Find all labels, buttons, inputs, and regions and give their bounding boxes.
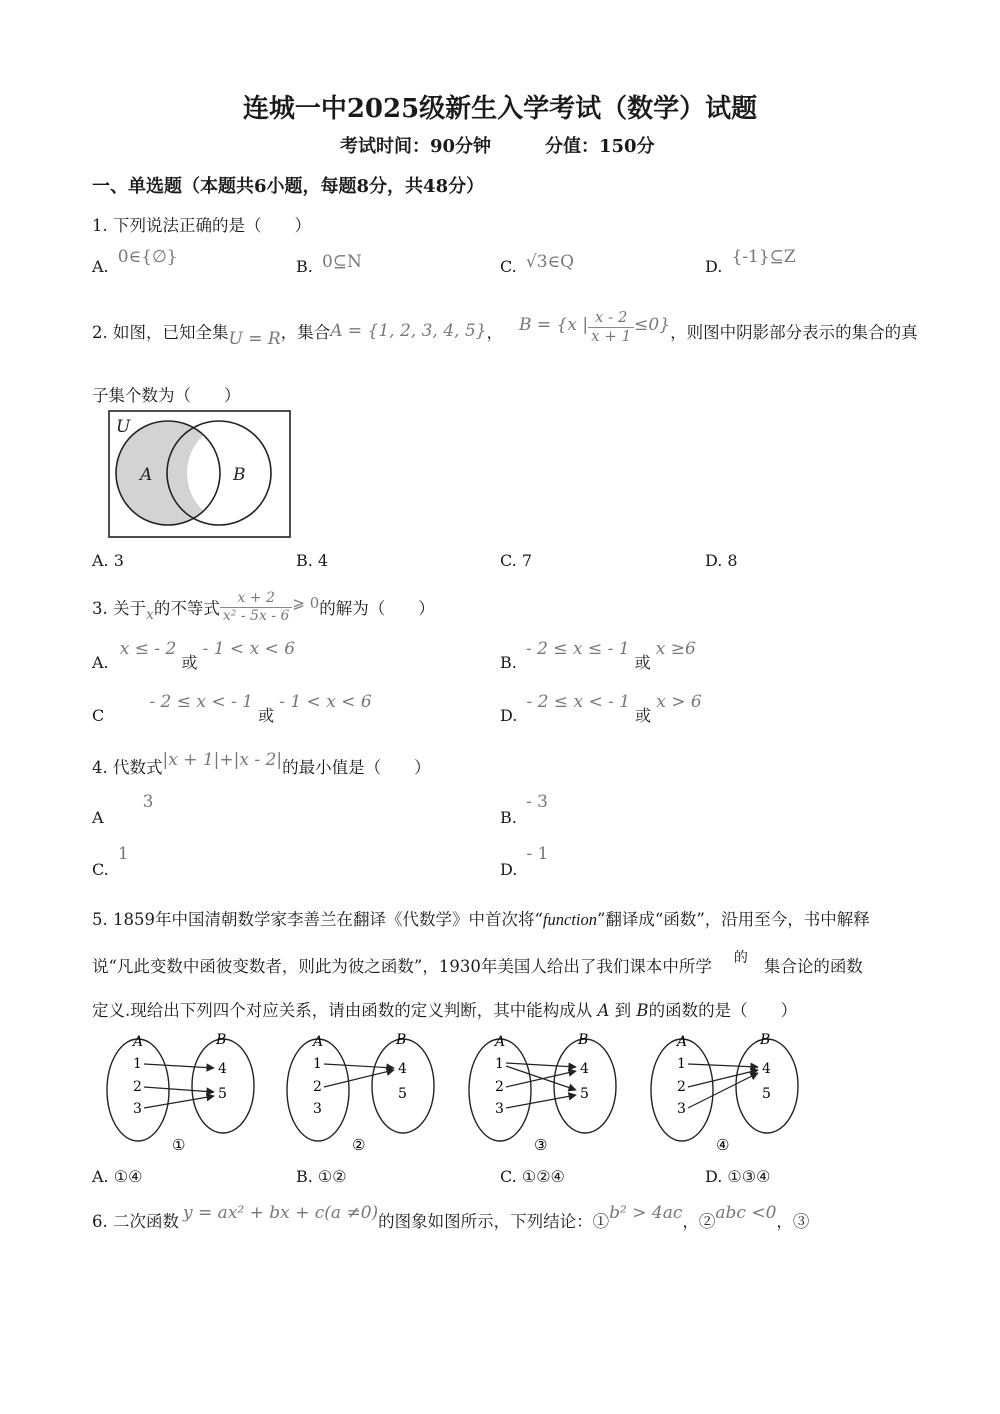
arrow bbox=[144, 1096, 214, 1108]
set-b-label: B bbox=[760, 1032, 771, 1048]
option-label: B. bbox=[296, 257, 313, 276]
option-math: {-1}⊆Z bbox=[731, 247, 796, 267]
set-b-label: B bbox=[578, 1032, 589, 1048]
diagram-caption: ② bbox=[352, 1136, 366, 1154]
q4-expression: |x + 1|+|x - 2| bbox=[162, 750, 283, 770]
q5-de: 的 bbox=[733, 950, 748, 966]
arrow bbox=[324, 1064, 394, 1068]
q6-conclusion-1: b² > 4ac bbox=[609, 1203, 683, 1223]
a-item: 3 bbox=[677, 1101, 686, 1117]
q4-stem bbox=[92, 748, 431, 784]
option-label: A. bbox=[92, 653, 109, 672]
q1-option-c bbox=[500, 252, 575, 277]
b-item: 4 bbox=[762, 1061, 771, 1077]
a-item: 2 bbox=[133, 1079, 142, 1095]
q5-option-b: B. ①② bbox=[296, 1167, 347, 1186]
q5-line1 bbox=[92, 906, 870, 930]
q3-text-2: 的不等式 bbox=[153, 599, 220, 618]
b-item: 5 bbox=[762, 1086, 771, 1102]
q2-text-2: ，集合 bbox=[280, 323, 331, 342]
option-or: 或 bbox=[635, 706, 652, 725]
b-item: 4 bbox=[580, 1061, 589, 1077]
q4-option-a bbox=[92, 792, 154, 828]
q2-option-b: B. 4 bbox=[296, 551, 329, 570]
q2-text-1: 2. 如图，已知全集 bbox=[92, 323, 229, 342]
a-item: 1 bbox=[313, 1056, 322, 1072]
section-heading: 一、单选题（本题共6小题，每题8分，共48分） bbox=[92, 176, 485, 197]
function-word: function bbox=[542, 910, 597, 929]
diagram-caption: ④ bbox=[716, 1136, 730, 1154]
option-label: C bbox=[92, 706, 105, 725]
a-item: 3 bbox=[313, 1101, 322, 1117]
q3-inequality: ⩾ 0 bbox=[292, 594, 320, 612]
q3-option-d bbox=[500, 692, 702, 726]
b-item: 4 bbox=[398, 1061, 407, 1077]
option-math: 0⊆N bbox=[321, 252, 362, 272]
option-label: D. bbox=[500, 860, 518, 879]
q6-sep-2: ，③ bbox=[776, 1212, 810, 1231]
diagram-caption: ① bbox=[172, 1136, 186, 1154]
q2-option-c: C. 7 bbox=[500, 551, 533, 570]
b-item: 4 bbox=[218, 1061, 227, 1077]
var-x: x bbox=[146, 607, 154, 623]
q6-stem bbox=[92, 1200, 809, 1240]
mapping-diagram-4 bbox=[651, 1032, 798, 1154]
set-a-label: A bbox=[313, 1034, 324, 1050]
b-item: 5 bbox=[398, 1086, 407, 1102]
q6-text-2: 的图象如图所示，下列结论：① bbox=[378, 1212, 610, 1231]
arrow bbox=[688, 1064, 758, 1067]
mapping-diagram-1 bbox=[107, 1032, 254, 1154]
diagram-caption: ③ bbox=[534, 1136, 548, 1154]
arrow bbox=[506, 1095, 576, 1108]
option-label: A bbox=[92, 808, 104, 827]
arrow bbox=[506, 1063, 576, 1067]
venn-a-label: A bbox=[140, 465, 153, 485]
q2-stem bbox=[92, 306, 918, 356]
q2-text-3: ，则图中阴影部分表示的集合的真 bbox=[670, 323, 918, 342]
q5-text-1b: ”翻译成“函数”，沿用至今，书中解释 bbox=[597, 910, 870, 929]
arrow bbox=[506, 1071, 576, 1087]
a-item: 2 bbox=[677, 1079, 686, 1095]
q5-text-end: 的函数的是（ ） bbox=[648, 1001, 798, 1020]
option-or: 或 bbox=[258, 706, 275, 725]
q4-text-2: 的最小值是（ ） bbox=[282, 758, 431, 777]
option-math-2: - 1 < x < 6 bbox=[279, 692, 372, 712]
option-label: A. bbox=[92, 257, 109, 276]
q5-option-d: D. ①③④ bbox=[705, 1167, 771, 1186]
option-math: 0∈{∅} bbox=[117, 247, 178, 267]
set-b-prefix: B = {x | bbox=[518, 315, 589, 335]
q3-option-a bbox=[92, 639, 296, 673]
q1-option-d bbox=[705, 247, 796, 277]
b-item: 5 bbox=[218, 1086, 227, 1102]
q5-option-c: C. ①②④ bbox=[500, 1167, 565, 1186]
mapping-diagram-3 bbox=[469, 1032, 616, 1154]
q3-text-1: 3. 关于 bbox=[92, 599, 146, 618]
fraction-numerator: x - 2 bbox=[588, 309, 634, 327]
arrow bbox=[144, 1064, 214, 1068]
set-a-label: A bbox=[677, 1034, 688, 1050]
option-value: - 1 bbox=[526, 844, 549, 864]
q1-option-a bbox=[92, 247, 178, 277]
option-math: √3∈Q bbox=[525, 252, 575, 272]
arrow bbox=[144, 1087, 214, 1092]
fraction-denominator: x² - 5x - 6 bbox=[222, 607, 290, 624]
option-or: 或 bbox=[181, 653, 198, 672]
option-math-1: - 2 ≤ x < - 1 bbox=[149, 692, 253, 712]
q4-option-b bbox=[500, 792, 548, 828]
q5-set-b: B bbox=[636, 1001, 649, 1020]
q5-text-3: 定义.现给出下列四个对应关系，请由函数的定义判断，其中能构成从 bbox=[92, 1001, 593, 1020]
q6-sep-1: ，② bbox=[682, 1212, 716, 1231]
q4-option-c bbox=[92, 844, 129, 880]
venn-b-label: B bbox=[233, 465, 246, 485]
a-item: 3 bbox=[133, 1101, 142, 1117]
exam-title: 连城一中2025级新生入学考试（数学）试题 bbox=[242, 94, 758, 124]
q6-conclusion-2: abc <0 bbox=[715, 1203, 777, 1223]
option-value: - 3 bbox=[525, 792, 548, 812]
option-value: 1 bbox=[117, 844, 129, 864]
option-math-1: x ≤ - 2 bbox=[119, 639, 177, 659]
option-value: 3 bbox=[142, 792, 154, 812]
a-item: 2 bbox=[495, 1079, 504, 1095]
q5-line3 bbox=[92, 997, 797, 1021]
a-item: 1 bbox=[495, 1056, 504, 1072]
option-label: C. bbox=[92, 860, 109, 879]
option-label: C. bbox=[500, 257, 517, 276]
option-label: D. bbox=[705, 257, 723, 276]
q5-option-a: A. ①④ bbox=[92, 1167, 143, 1186]
q5-set-a: A bbox=[597, 1001, 610, 1020]
q5-text-2b: 集合论的函数 bbox=[763, 957, 863, 976]
option-math-1: - 2 ≤ x < - 1 bbox=[526, 692, 631, 712]
option-math-2: x > 6 bbox=[656, 692, 702, 712]
q5-text-1a: 5. 1859年中国清朝数学家李善兰在翻译《代数学》中首次将“ bbox=[92, 910, 543, 929]
option-label: B. bbox=[500, 653, 517, 672]
set-b-suffix: ≤0} bbox=[634, 315, 671, 335]
q3-option-b bbox=[500, 639, 696, 673]
q3-option-c bbox=[92, 692, 372, 726]
set-a-label: A bbox=[133, 1034, 144, 1050]
set-b-label: B bbox=[216, 1032, 227, 1048]
q1-option-b bbox=[296, 252, 362, 277]
q4-text-1: 4. 代数式 bbox=[92, 758, 163, 777]
q2-stem-line2: 子集个数为（ ） bbox=[92, 386, 241, 405]
q2-option-a: A. 3 bbox=[92, 551, 124, 570]
q1-stem: 1. 下列说法正确的是（ ） bbox=[92, 216, 311, 235]
arrow bbox=[506, 1066, 576, 1090]
q5-line2 bbox=[92, 950, 863, 977]
q3-fraction bbox=[220, 590, 292, 623]
option-label: D. bbox=[500, 706, 518, 725]
venn-u-label: U bbox=[116, 417, 131, 437]
q5-to: 到 bbox=[614, 1001, 632, 1020]
option-math-2: x ≥6 bbox=[655, 639, 696, 659]
q3-text-3: 的解为（ ） bbox=[319, 599, 435, 618]
q5-text-2a: 说“凡此变数中函彼变数者，则此为彼之函数”，1930年美国人给出了我们课本中所学 bbox=[92, 957, 712, 976]
a-item: 1 bbox=[133, 1056, 142, 1072]
a-item: 3 bbox=[495, 1101, 504, 1117]
arrow bbox=[324, 1070, 394, 1087]
option-label: B. bbox=[500, 808, 517, 827]
option-or: 或 bbox=[634, 653, 651, 672]
b-item: 5 bbox=[580, 1086, 589, 1102]
venn-diagram bbox=[108, 410, 292, 540]
q4-option-d bbox=[500, 844, 549, 880]
option-math-2: - 1 < x < 6 bbox=[202, 639, 296, 659]
fraction-denominator: x + 1 bbox=[591, 326, 632, 345]
set-a-def: A = {1, 2, 3, 4, 5} bbox=[330, 321, 487, 341]
option-math-1: - 2 ≤ x ≤ - 1 bbox=[525, 639, 630, 659]
mapping-diagram-2 bbox=[287, 1032, 434, 1154]
q2-comma: ， bbox=[486, 323, 503, 342]
universe-set: U = R bbox=[228, 329, 281, 349]
q6-function: y = ax² + bx + c(a ≠0) bbox=[183, 1203, 379, 1223]
q2-option-d: D. 8 bbox=[705, 551, 738, 570]
a-item: 2 bbox=[313, 1079, 322, 1095]
q6-text-1: 6. 二次函数 bbox=[92, 1212, 179, 1231]
a-item: 1 bbox=[677, 1056, 686, 1072]
set-a-label: A bbox=[495, 1034, 506, 1050]
exam-time: 考试时间：90分钟 bbox=[340, 136, 492, 157]
mapping-diagrams bbox=[100, 1026, 820, 1156]
set-b-label: B bbox=[396, 1032, 407, 1048]
fraction-numerator: x + 2 bbox=[220, 590, 292, 607]
set-b-fraction bbox=[588, 309, 634, 345]
exam-score: 分值：150分 bbox=[545, 136, 655, 157]
q3-stem bbox=[92, 584, 435, 630]
